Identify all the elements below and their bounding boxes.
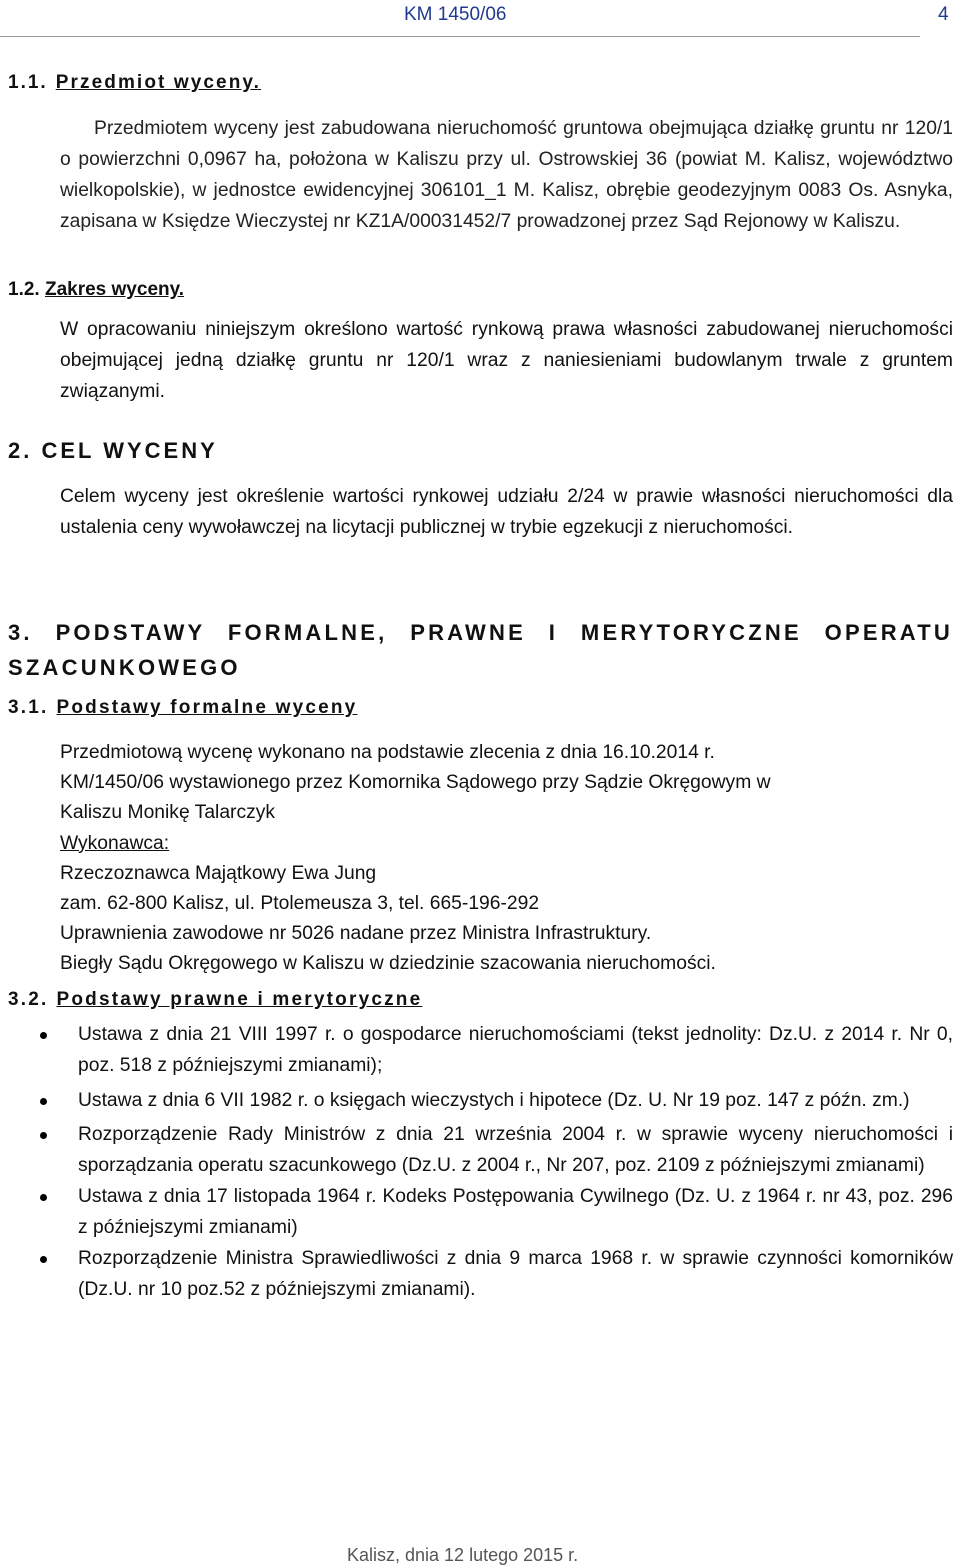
list-item bbox=[40, 1181, 953, 1243]
list-item bbox=[40, 1085, 953, 1116]
list-item-text: Rozporządzenie Ministra Sprawiedliwości z dnia 9 marca 1968 r. w sprawie czynności komorników (Dz.U. nr 10 poz.52 z późniejszymi zmianami). bbox=[78, 1248, 953, 1300]
section-3-heading bbox=[8, 615, 953, 685]
list-item bbox=[40, 1019, 953, 1081]
contractor-label: Wykonawca: bbox=[60, 832, 170, 854]
formal-line: Kaliszu Monikę Talarczyk bbox=[60, 802, 276, 824]
section-2-text: Celem wyceny jest określenie wartości rynkowej udziału 2/24 w prawie własności nieruchomości dla ustalenia ceny wywoławczej na licytacji publicznej w trybie egzekucji z nieruchomości. bbox=[60, 486, 953, 538]
section-1-1-heading bbox=[8, 72, 261, 94]
section-number: 3.1. bbox=[8, 697, 49, 718]
list-item-text: Ustawa z dnia 6 VII 1982 r. o księgach wieczystych i hipotece (Dz. U. Nr 19 poz. 147 z późn. zm.) bbox=[78, 1090, 910, 1111]
formal-basis-lines bbox=[60, 738, 940, 980]
page-number: 4 bbox=[938, 4, 949, 25]
list-item-text: Ustawa z dnia 21 VIII 1997 r. o gospodarce nieruchomościami (tekst jednolity: Dz.U. z 2014 r. Nr 0, poz. 518 z późniejszymi zmianami); bbox=[78, 1024, 953, 1076]
section-2-heading bbox=[8, 438, 218, 464]
formal-line: KM/1450/06 wystawionego przez Komornika Sądowego przy Sądzie Okręgowym w bbox=[60, 772, 771, 794]
formal-line: Uprawnienia zawodowe nr 5026 nadane przez Ministra Infrastruktury. bbox=[60, 923, 652, 945]
bullet-icon bbox=[40, 1132, 47, 1139]
section-1-2-text: W opracowaniu niniejszym określono wartość rynkową prawa własności zabudowanej nieruchomości obejmującej jedną działkę gruntu nr 120/1 wraz z naniesieniami budowlanym trwale z gruntem związanymi. bbox=[60, 319, 953, 402]
section-number: 2. bbox=[8, 438, 33, 463]
section-title: Przedmiot wyceny. bbox=[55, 72, 262, 93]
section-title: PODSTAWY FORMALNE, PRAWNE I MERYTORYCZNE OPERATU SZACUNKOWEGO bbox=[8, 620, 953, 680]
section-title: Zakres wyceny. bbox=[44, 279, 185, 300]
document-id: KM 1450/06 bbox=[404, 4, 507, 25]
section-3-2-heading bbox=[8, 989, 422, 1011]
section-number: 3. bbox=[8, 620, 33, 645]
section-1-2-heading bbox=[8, 279, 184, 301]
list-item bbox=[40, 1243, 953, 1305]
list-item bbox=[40, 1119, 953, 1181]
bullet-icon bbox=[40, 1194, 47, 1201]
section-number: 3.2. bbox=[8, 989, 49, 1010]
section-3-1-heading bbox=[8, 697, 357, 719]
list-item-text: Rozporządzenie Rady Ministrów z dnia 21 września 2004 r. w sprawie wyceny nieruchomości i sporządzania operatu szacunkowego (Dz.U. z 2004 r., Nr 207, poz. 2109 z późniejszymi zmianami) bbox=[78, 1124, 953, 1176]
page-footer: Kalisz, dnia 12 lutego 2015 r. bbox=[347, 1545, 579, 1565]
legal-basis-list bbox=[40, 1019, 953, 1306]
section-title: Podstawy prawne i merytoryczne bbox=[56, 989, 423, 1010]
formal-line: Biegły Sądu Okręgowego w Kaliszu w dziedzinie szacowania nieruchomości. bbox=[60, 953, 716, 975]
formal-line: Przedmiotową wycenę wykonano na podstawie zlecenia z dnia 16.10.2014 r. bbox=[60, 742, 715, 763]
section-title: CEL WYCENY bbox=[41, 438, 218, 463]
section-number: 1.2. bbox=[8, 279, 40, 300]
section-number: 1.1. bbox=[8, 72, 48, 93]
page-header bbox=[0, 0, 949, 37]
bullet-icon bbox=[40, 1098, 47, 1105]
formal-line: zam. 62-800 Kalisz, ul. Ptolemeusza 3, tel. 665-196-292 bbox=[60, 893, 540, 915]
section-1-1-text: Przedmiotem wyceny jest zabudowana nieruchomość gruntowa obejmująca działkę gruntu nr 120/1 o powierzchni 0,0967 ha, położona w Kaliszu przy ul. Ostrowskiej 36 (powiat M. Kalisz, województwo wielkopolskie), w jednostce ewidencyjnej 306101_1 M. Kalisz, obrębie geodezyjnym 0083 Os. Asnyka, zapisana w Księdze Wieczystej nr KZ1A/00031452/7 prowadzonej przez Sąd Rejonowy w Kaliszu. bbox=[60, 118, 953, 232]
bullet-icon bbox=[40, 1256, 47, 1263]
formal-line: Rzeczoznawca Majątkowy Ewa Jung bbox=[60, 862, 377, 884]
list-item-text: Ustawa z dnia 17 listopada 1964 r. Kodeks Postępowania Cywilnego (Dz. U. z 1964 r. nr 43, poz. 296 z późniejszymi zmianami) bbox=[78, 1186, 953, 1238]
bullet-icon bbox=[40, 1032, 47, 1039]
section-title: Podstawy formalne wyceny bbox=[56, 697, 358, 718]
